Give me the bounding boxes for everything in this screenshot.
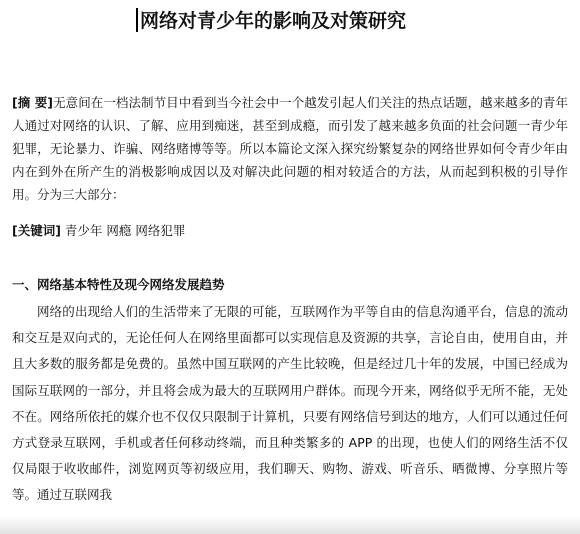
keywords-line <box>12 219 185 242</box>
section-heading: 一、网络基本特性及现今网络发展趋势 <box>12 277 225 292</box>
section-body-paragraph: 网络的出现给人们的生活带来了无限的可能，互联网作为平等自由的信息沟通平台，信息的流动和交互是双向式的，无论任何人在网络里面都可以实现信息及资源的共享，言论自由，使用自由，并且大多数的服务都是免费的。虽然中国互联网的产生比较晚，但是经过几十年的发展，中国已经成为国际互联网的一部分，并且将会成为最大的互联网用户群体。而现今开来，网络似乎无所不能，无处不在。网络所依托的媒介也不仅仅只限制于计算机，只要有网络信号到达的地方，人们可以通过任何方式登录互联网，手机或者任何移动终端，而且种类繁多的 APP 的出现，也使人们的网络生活不仅仅局限于收收邮件，浏览网页等初级应用，我们聊天、购物、游戏、听音乐、晒微博、分享照片等等。通过互联网我 <box>12 304 568 503</box>
keywords-text: 青少年 网瘾 网络犯罪 <box>64 223 186 238</box>
abstract-label: [摘 要] <box>12 95 54 110</box>
text-cursor <box>136 8 138 32</box>
keywords-label: [关键词] <box>12 223 61 238</box>
abstract-text: 无意间在一档法制节目中看到当今社会中一个越发引起人们关注的热点话题，越来越多的青年人通过对网络的认识、了解、应用到痴迷，甚至到成瘾，而引发了越来越多负面的社会问题一青少年犯罪，无论暴力、诈骗、网络赌博等等。所以本篇论文深入探究纷繁复杂的网络世界如何令青少年由内在到外在所产生的消极影响成因以及对解决此问题的相对较适合的方法，从而起到积极的引导作用。分为三大部分： <box>12 95 568 202</box>
abstract-paragraph <box>12 91 568 206</box>
page-bottom-shadow <box>0 516 580 534</box>
document-title: 网络对青少年的影响及对策研究 <box>140 10 407 32</box>
